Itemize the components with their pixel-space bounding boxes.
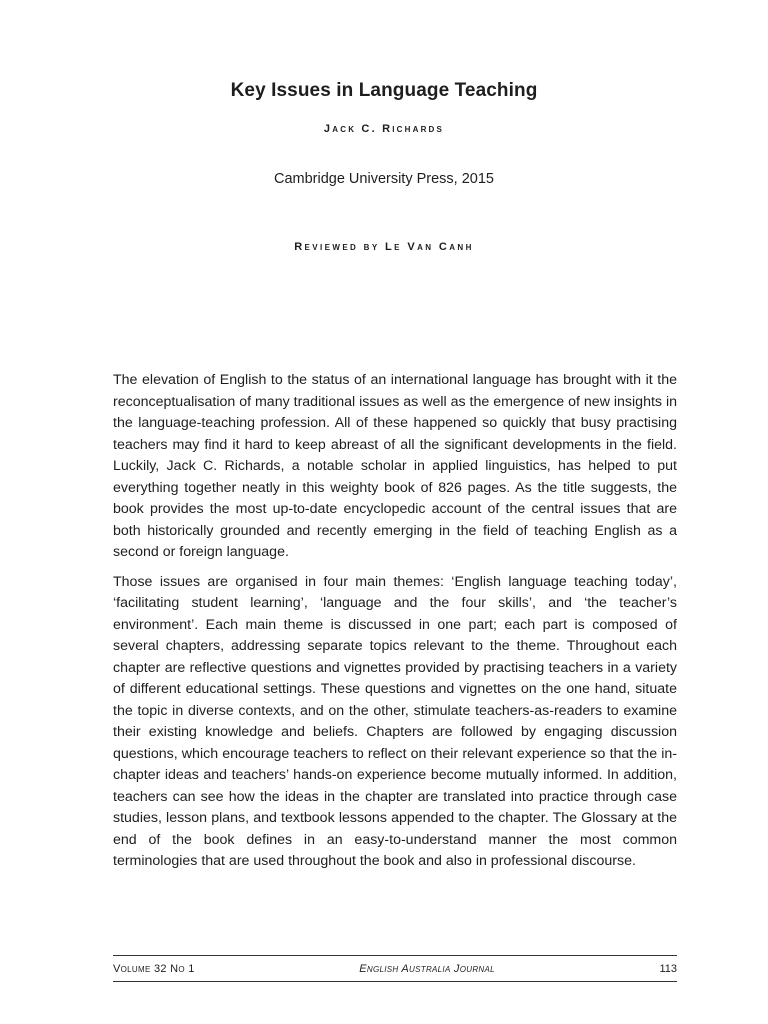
footer-volume: Volume 32 No 1 bbox=[113, 962, 195, 975]
publisher-line: Cambridge University Press, 2015 bbox=[273, 171, 494, 187]
book-author: Jack C. Richards bbox=[323, 123, 445, 135]
body-paragraph-2: Those issues are organised in four main themes: ‘English language teaching today’, ‘facilitating student learning’, ‘language and the four skills’, and ‘the teacher’s environment’. Each main theme is discussed in one part; each part is composed of several chapters, addressing separate topics relevant to the theme. Throughout each chapter are reflective questions and vignettes provided by practising teachers in a variety of different educational settings. These questions and vignettes on the one hand, situate the topic in diverse contexts, and on the other, stimulate teachers-as-readers to examine their existing knowledge and beliefs. Chapters are followed by engaging discussion questions, which encourage teachers to reflect on their relevant experience so that the in-chapter ideas and teachers’ hands-on experience become mutually informed. In addition, teachers can see how the ideas in the chapter are translated into practice through case studies, lesson plans, and textbook lessons appended to the chapter. The Glossary at the end of the book defines in an easy-to-understand manner the most common terminologies that are used throughout the book and also in professional discourse. bbox=[113, 573, 677, 869]
body-paragraph-1: The elevation of English to the status of an international language has brought with it the reconceptualisation of many traditional issues as well as the emergence of new insights in the language-teaching profession. All of these happened so quickly that busy practising teachers may find it hard to keep abreast of all the significant developments in the field. Luckily, Jack C. Richards, a notable scholar in applied linguistics, has helped to put everything together neatly in this weighty book of 826 pages. As the title suggests, the book provides the most up-to-date encyclopedic account of the central issues that are both historically grounded and recently emerging in the field of teaching English as a second or foreign language. bbox=[113, 372, 677, 560]
article-title: Key Issues in Language Teaching bbox=[230, 80, 538, 101]
review-body bbox=[113, 370, 677, 881]
footer-page-number: 113 bbox=[659, 962, 677, 975]
page-footer bbox=[113, 955, 677, 982]
reviewer-line: Reviewed by Le Van Canh bbox=[294, 241, 474, 253]
footer-journal-name: English Australia Journal bbox=[359, 962, 495, 975]
